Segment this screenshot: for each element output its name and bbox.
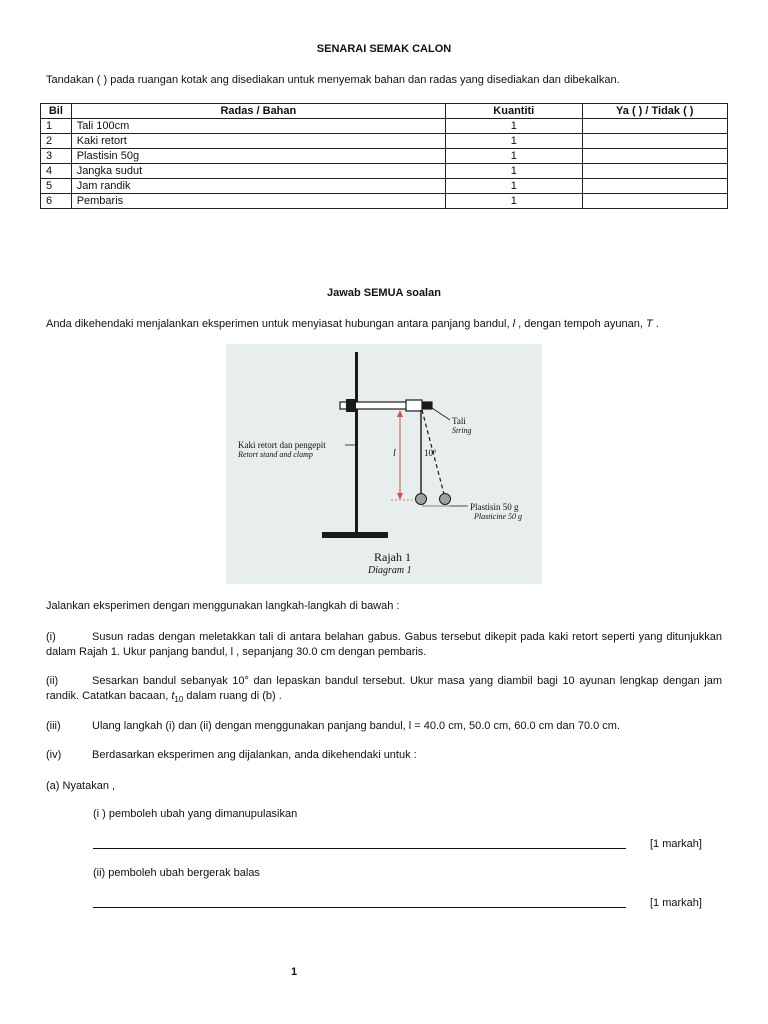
row-qty: 1 <box>446 119 583 134</box>
step-label: (i) <box>46 631 56 643</box>
step-text-b: dalam ruang di (b) . <box>183 690 282 702</box>
intro-var-t: T <box>645 318 653 330</box>
row-check-cell[interactable] <box>582 119 727 134</box>
step-var-t: t <box>171 690 175 702</box>
mark-label-1: [1 markah] <box>650 838 702 850</box>
table-row <box>41 119 728 134</box>
label-stand: Kaki retort dan pengepit <box>238 440 326 450</box>
header-ya-tidak: Ya ( ) / Tidak ( ) <box>582 104 727 119</box>
step-3 <box>46 719 722 734</box>
row-check-cell[interactable] <box>582 194 727 209</box>
pendulum-diagram <box>226 344 542 584</box>
table-header-row <box>41 104 728 119</box>
table-row <box>41 164 728 179</box>
row-bil: 1 <box>41 119 72 134</box>
label-plasticine-en: Plasticine 50 g <box>474 512 522 521</box>
bob-rest <box>416 494 427 505</box>
row-qty: 1 <box>446 134 583 149</box>
step-text: Susun radas dengan meletakkan tali di antara belahan gabus. Gabus tersebut dikepit pada kaki retort seperti yang ditunjukkan dalam Rajah 1. Ukur panjang bandul, l , sepanjang 30.0 cm dengan pembaris. <box>46 631 722 658</box>
checklist-table <box>40 103 728 209</box>
step-text: Berdasarkan eksperimen ang dijalankan, anda dikehendaki untuk : <box>92 749 417 761</box>
label-angle: 10° <box>424 448 437 458</box>
row-qty: 1 <box>446 194 583 209</box>
clamp-boss <box>346 399 356 412</box>
row-bil: 3 <box>41 149 72 164</box>
mark-label-2: [1 markah] <box>650 897 702 909</box>
answer-line-2[interactable] <box>93 897 626 908</box>
step-label: (iii) <box>46 720 61 732</box>
step-text-a: Sesarkan bandul sebanyak 10° dan lepaskan bandul tersebut. Ukur masa yang diambil bagi 10 ayunan lengkap dengan jam randik. Catatkan bacaan, <box>46 675 722 702</box>
question-a: (a) Nyatakan , <box>46 780 116 792</box>
table-row <box>41 194 728 209</box>
row-bil: 6 <box>41 194 72 209</box>
step-2 <box>46 674 722 707</box>
question-a-ii: (ii) pemboleh ubah bergerak balas <box>93 867 260 879</box>
row-check-cell[interactable] <box>582 179 727 194</box>
table-row <box>41 134 728 149</box>
row-qty: 1 <box>446 164 583 179</box>
step-var-sub: 10 <box>174 695 184 705</box>
row-check-cell[interactable] <box>582 134 727 149</box>
row-item: Pembaris <box>71 194 445 209</box>
page-title: SENARAI SEMAK CALON <box>316 43 452 55</box>
row-item: Jangka sudut <box>71 164 445 179</box>
step-text: Ulang langkah (i) dan (ii) dengan menggunakan panjang bandul, l = 40.0 cm, 50.0 cm, 60.0 cm dan 70.0 cm. <box>92 720 621 732</box>
diagram-caption-en: Diagram 1 <box>368 565 412 576</box>
section-title: Jawab SEMUA soalan <box>327 287 441 299</box>
question-a-i: (i ) pemboleh ubah yang dimanupulasikan <box>93 808 298 820</box>
row-bil: 2 <box>41 134 72 149</box>
page-number: 1 <box>290 966 298 978</box>
row-check-cell[interactable] <box>582 164 727 179</box>
intro-prefix: Anda dikehendaki menjalankan eksperimen untuk menyiasat hubungan antara panjang bandul, <box>46 318 513 330</box>
row-check-cell[interactable] <box>582 149 727 164</box>
clamp-end <box>422 402 432 409</box>
intro-mid: , dengan tempoh ayunan, <box>515 318 646 330</box>
intro-suffix: . <box>652 318 659 330</box>
label-string: Tali <box>452 416 466 426</box>
intro-text <box>46 318 659 330</box>
steps-intro: Jalankan eksperimen dengan menggunakan langkah-langkah di bawah : <box>46 600 400 612</box>
row-item: Tali 100cm <box>71 119 445 134</box>
diagram-caption: Rajah 1 <box>374 550 411 564</box>
step-4 <box>46 748 722 763</box>
header-radas-bahan: Radas / Bahan <box>71 104 445 119</box>
header-bil: Bil <box>41 104 72 119</box>
bob-displaced <box>440 494 451 505</box>
row-item: Jam randik <box>71 179 445 194</box>
pendulum-illustration <box>226 344 542 584</box>
step-label: (iv) <box>46 749 62 761</box>
label-string-en: String <box>452 426 472 435</box>
step-1 <box>46 630 722 660</box>
label-length: l <box>393 448 396 459</box>
label-stand-en: Retort stand and clamp <box>238 450 313 459</box>
row-bil: 5 <box>41 179 72 194</box>
cork <box>406 400 422 411</box>
row-bil: 4 <box>41 164 72 179</box>
table-row <box>41 179 728 194</box>
row-qty: 1 <box>446 179 583 194</box>
row-qty: 1 <box>446 149 583 164</box>
label-plasticine: Plastisin 50 g <box>470 502 519 512</box>
step-label: (ii) <box>46 675 59 687</box>
row-item: Kaki retort <box>71 134 445 149</box>
row-item: Plastisin 50g <box>71 149 445 164</box>
checklist-instruction: Tandakan ( ) pada ruangan kotak ang disediakan untuk menyemak bahan dan radas yang disediakan dan dibekalkan. <box>46 74 620 86</box>
answer-line-1[interactable] <box>93 838 626 849</box>
intro-var-l: l <box>512 318 516 330</box>
table-row <box>41 149 728 164</box>
header-kuantiti: Kuantiti <box>446 104 583 119</box>
stand-rod <box>355 352 358 534</box>
